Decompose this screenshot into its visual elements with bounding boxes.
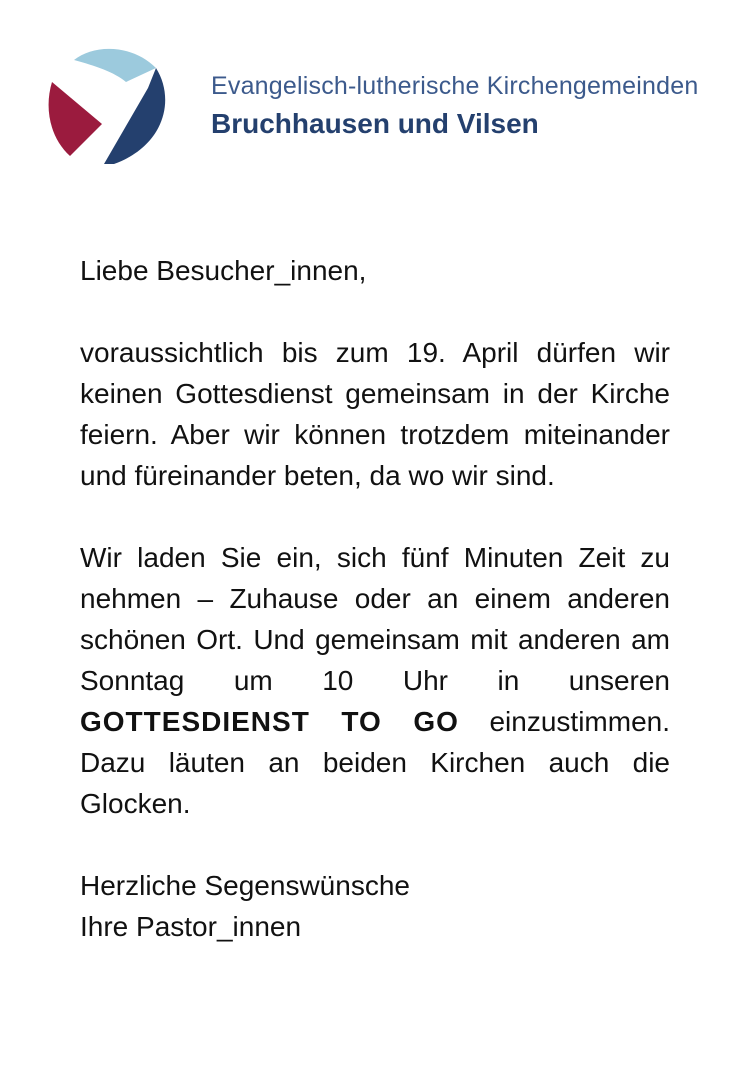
organization-location: Bruchhausen und Vilsen xyxy=(211,108,539,139)
greeting: Liebe Besucher_innen, xyxy=(80,255,367,286)
closing: Herzliche Segenswünsche xyxy=(80,870,410,901)
paragraph-1: voraussichtlich bis zum 19. April dürfen wir keinen Gottesdienst gemeinsam in der Kirche feiern. Aber wir können trotzdem miteinander und füreinander beten, da wo wir sind. xyxy=(80,337,670,491)
paragraph-2 xyxy=(80,537,670,824)
signature: Ihre Pastor_innen xyxy=(80,911,302,942)
header xyxy=(44,38,708,166)
church-logo-icon xyxy=(44,42,168,166)
gottesdienst-to-go-highlight: GOTTESDIENST TO GO xyxy=(80,706,459,737)
organization-name: Evangelisch-lutherische Kirchengemeinden xyxy=(211,72,699,100)
letter-body xyxy=(80,250,670,947)
paragraph-2-text-end: einzustimmen. Dazu läuten an beiden Kirchen auch die Glocken. xyxy=(80,706,670,819)
paragraph-2-text-start: Wir laden Sie ein, sich fünf Minuten Zeit zu nehmen – Zuhause oder an einem anderen schönen Ort. Und gemeinsam mit anderen am Sonntag um 10 Uhr in unseren xyxy=(80,542,670,696)
